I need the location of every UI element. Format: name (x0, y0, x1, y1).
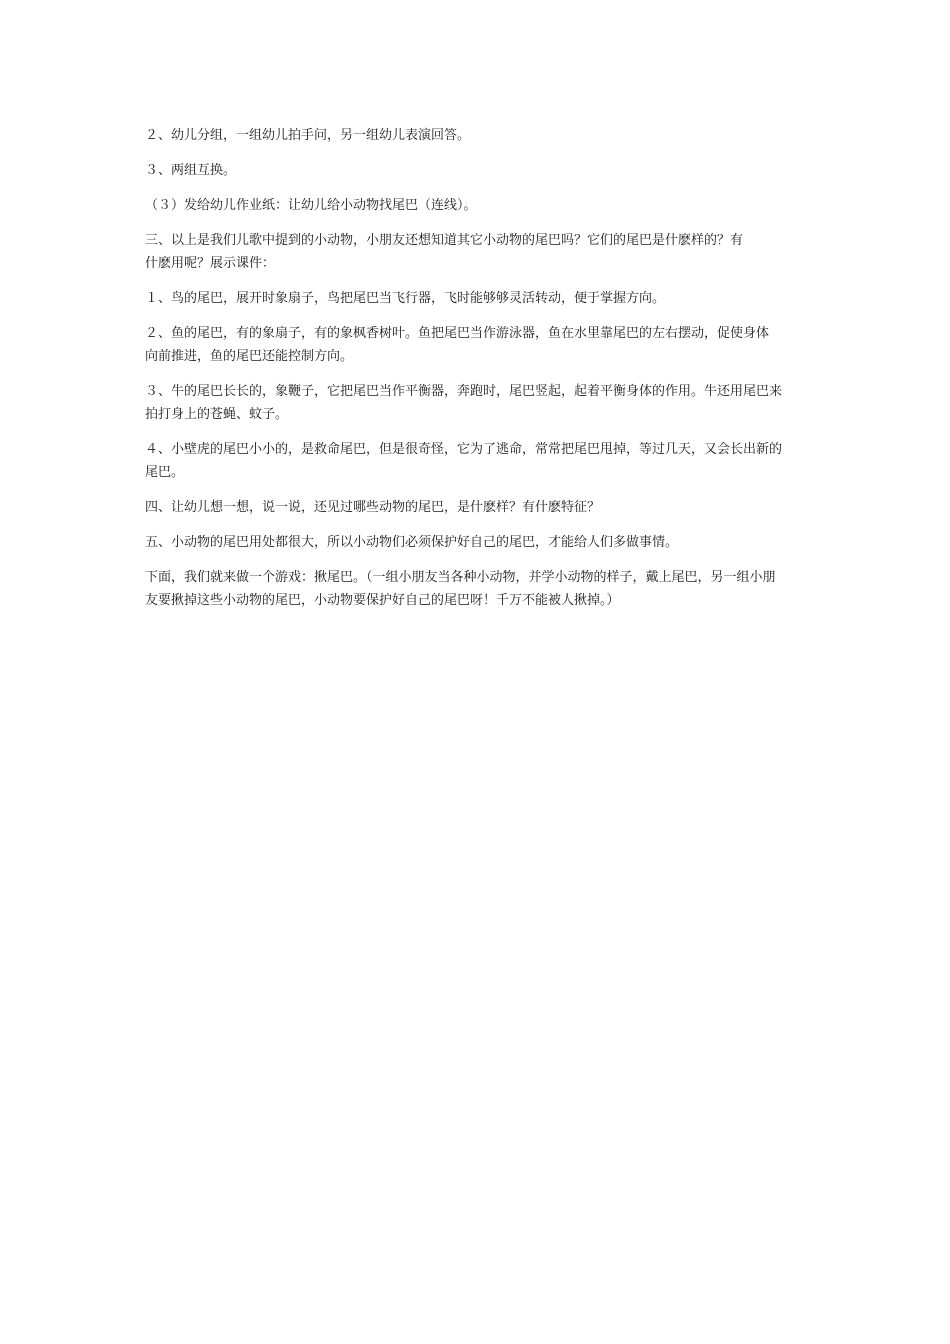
paragraph (145, 229, 813, 275)
text-line: 四、让幼儿想一想，说一说，还见过哪些动物的尾巴，是什麽样？有什麽特征？ (145, 500, 601, 515)
text-line: 友要揪掉这些小动物的尾巴，小动物要保护好自己的尾巴呀！千万不能被人揪掉。） (145, 593, 620, 608)
text-line: ３、牛的尾巴长长的，象鞭子，它把尾巴当作平衡器，奔跑时，尾巴竖起，起着平衡身体的作用。牛还用尾巴来 (145, 384, 783, 399)
paragraph (145, 124, 813, 147)
text-line: 什麽用呢？展示课件： (145, 256, 276, 271)
paragraph (145, 566, 813, 612)
text-line: ２、幼儿分组，一组幼儿拍手问，另一组幼儿表演回答。 (145, 128, 471, 143)
paragraph (145, 159, 813, 182)
text-line: 五、小动物的尾巴用处都很大，所以小动物们必须保护好自己的尾巴，才能给人们多做事情。 (145, 535, 679, 550)
text-line: （３）发给幼儿作业纸：让幼儿给小动物找尾巴（连线）。 (145, 198, 477, 213)
text-line: ３、两组互换。 (145, 163, 237, 178)
text-line: 向前推进，鱼的尾巴还能控制方向。 (145, 349, 354, 364)
text-line: ４、小壁虎的尾巴小小的，是救命尾巴，但是很奇怪，它为了逃命，常常把尾巴甩掉，等过几天，又会长出新的 (145, 442, 783, 457)
paragraph (145, 380, 813, 426)
document-body (145, 124, 813, 624)
paragraph (145, 438, 813, 484)
paragraph (145, 496, 813, 519)
paragraph (145, 194, 813, 217)
text-line: 尾巴。 (145, 465, 185, 480)
paragraph (145, 531, 813, 554)
paragraph (145, 322, 813, 368)
text-line: １、鸟的尾巴，展开时象扇子，鸟把尾巴当飞行器，飞时能够够灵活转动，便于掌握方向。 (145, 291, 666, 306)
paragraph (145, 287, 813, 310)
text-line: 拍打身上的苍蝇、蚊子。 (145, 407, 289, 422)
text-line: 下面，我们就来做一个游戏：揪尾巴。（一组小朋友当各种小动物，并学小动物的样子，戴上尾巴，另一组小朋 (145, 570, 776, 585)
text-line: 三、以上是我们儿歌中提到的小动物，小朋友还想知道其它小动物的尾巴吗？它们的尾巴是什麽样的？有 (145, 233, 744, 248)
text-line: ２、鱼的尾巴，有的象扇子，有的象枫香树叶。鱼把尾巴当作游泳器，鱼在水里靠尾巴的左右摆动，促使身体 (145, 326, 770, 341)
